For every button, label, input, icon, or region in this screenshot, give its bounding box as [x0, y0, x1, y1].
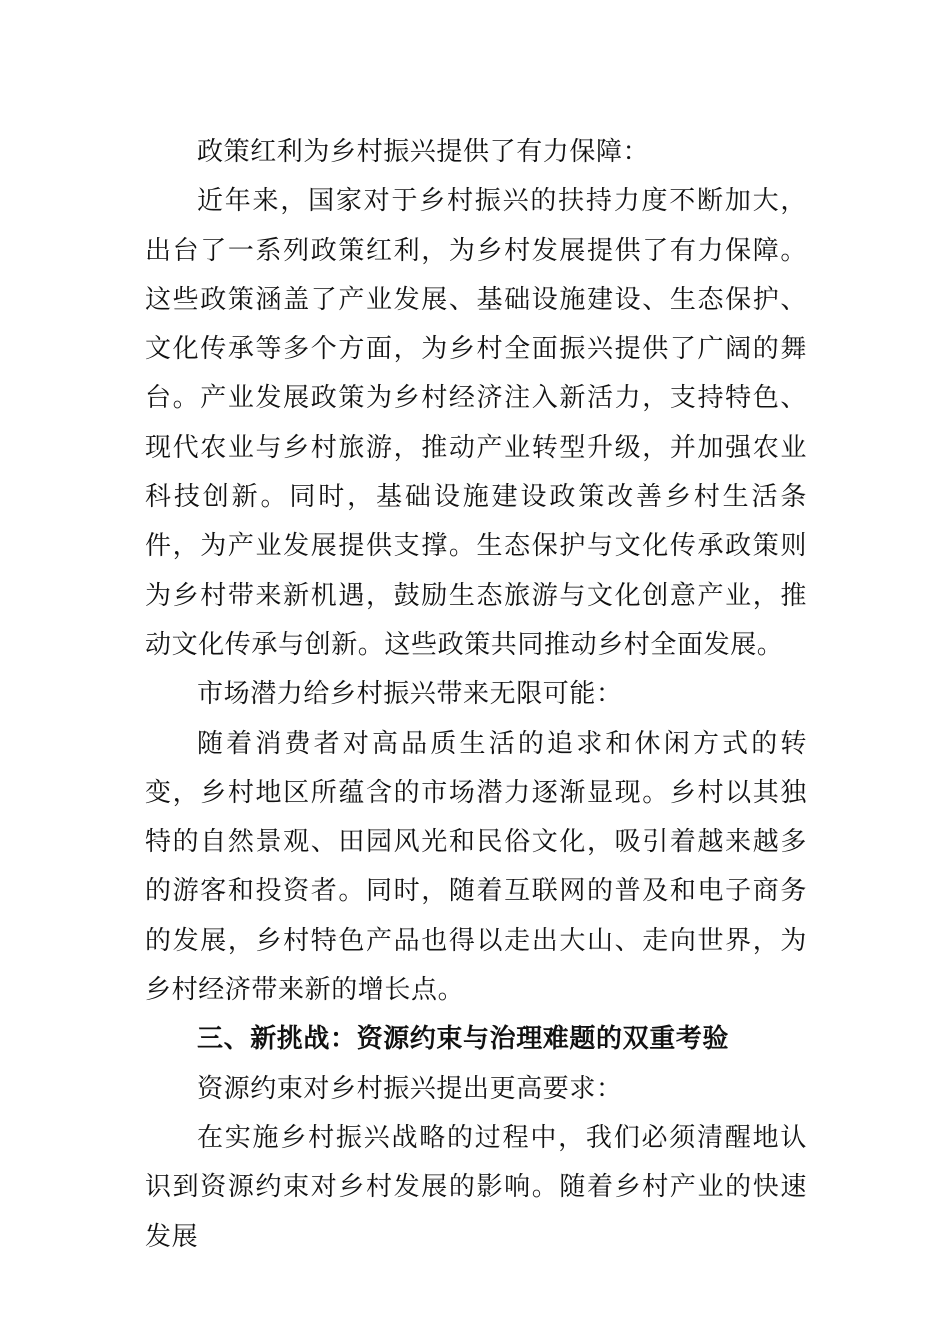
- subheading-policy-dividends: 政策红利为乡村振兴提供了有力保障：: [197, 137, 650, 167]
- paragraph-resource-constraints: 在实施乡村振兴战略的过程中，我们必须清醒地认识到资源约束对乡村发展的影响。随着乡村产业的快速发展: [145, 1122, 807, 1252]
- subheading-resource-constraints: 资源约束对乡村振兴提出更高要求：: [197, 1073, 623, 1104]
- section-heading-new-challenges: 三、新挑战：资源约束与治理难题的双重考验: [197, 1024, 730, 1055]
- paragraph-policy-dividends: 近年来，国家对于乡村振兴的扶持力度不断加大，出台了一系列政策红利，为乡村发展提供了有力保障。这些政策涵盖了产业发展、基础设施建设、生态保护、文化传承等多个方面，为乡村全面振兴提供了广阔的舞台。产业发展政策为乡村经济注入新活力，支持特色、现代农业与乡村旅游，推动产业转型升级，并加强农业科技创新。同时，基础设施建设政策改善乡村生活条件，为产业发展提供支撑。生态保护与文化传承政策则为乡村带来新机遇，鼓励生态旅游与文化创意产业，推动文化传承与创新。这些政策共同推动乡村全面发展。: [145, 186, 807, 660]
- subheading-market-potential: 市场潜力给乡村振兴带来无限可能：: [197, 679, 623, 710]
- paragraph-market-potential: 随着消费者对高品质生活的追求和休闲方式的转变，乡村地区所蕴含的市场潜力逐渐显现。乡村以其独特的自然景观、田园风光和民俗文化，吸引着越来越多的游客和投资者。同时，随着互联网的普及和电子商务的发展，乡村特色产品也得以走出大山、走向世界，为乡村经济带来新的增长点。: [145, 728, 807, 1006]
- document-page: [145, 128, 807, 1262]
